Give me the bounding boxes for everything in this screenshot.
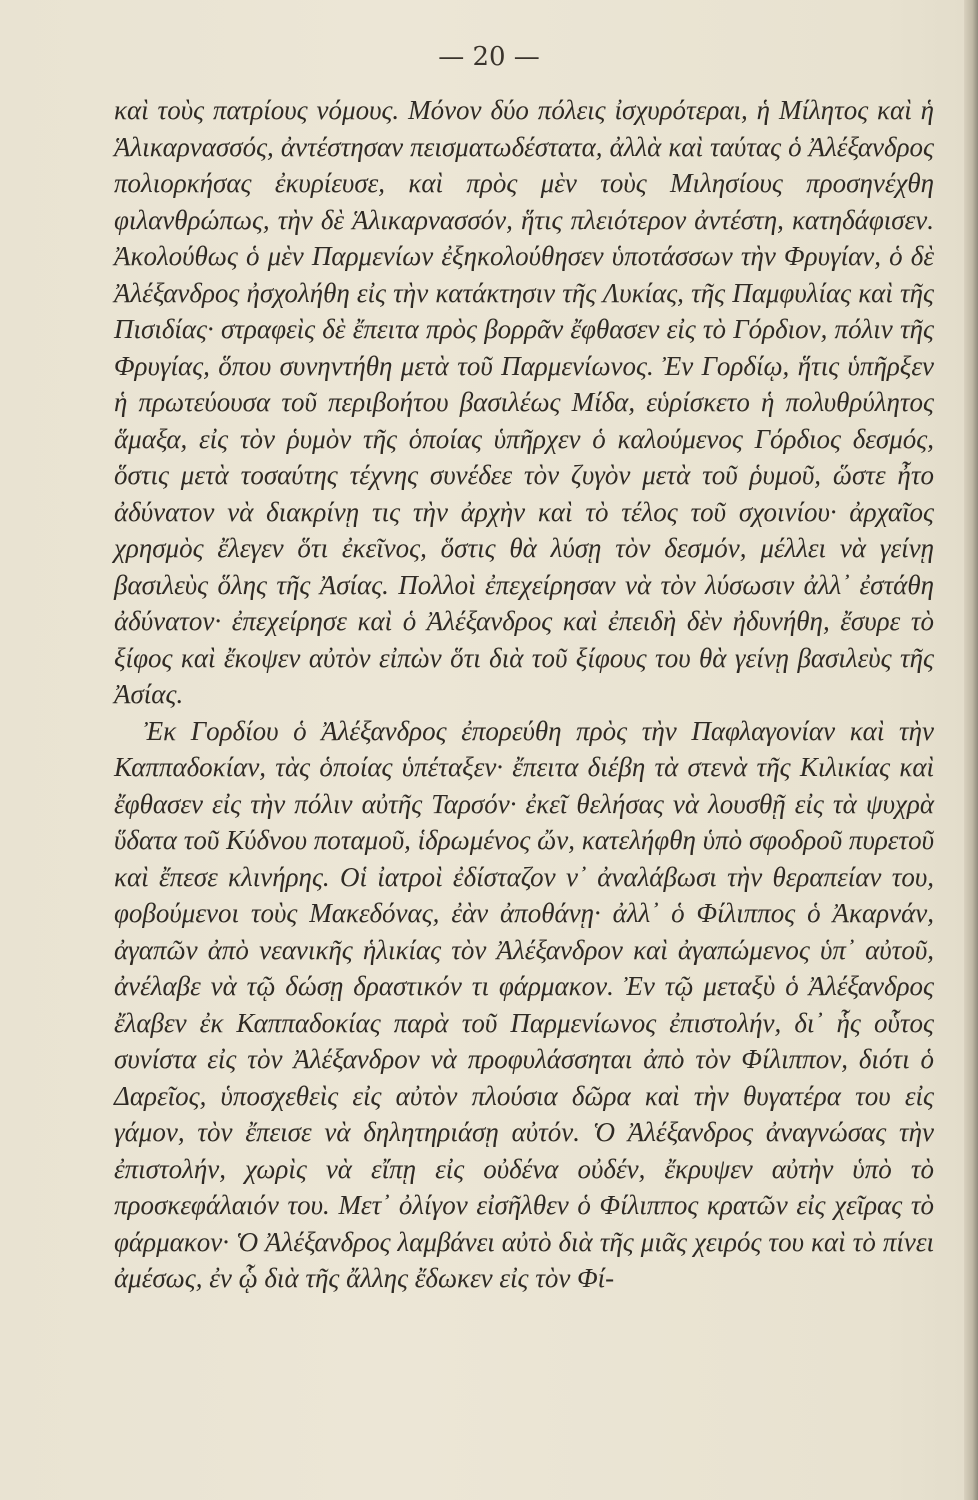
paragraph-1: καὶ τοὺς πατρίους νόμους. Μόνον δύο πόλεις ἰσχυρότεραι, ἡ Μίλητος καὶ ἡ Ἁλικαρνασσός, ἀντέστησαν πεισματωδέστατα, ἀλλὰ καὶ ταύτας ὁ Ἀλέξανδρος πολιορκήσας ἐκυρίευσε, καὶ πρὸς μὲν τοὺς Μιλησίους προσηνέχθη φιλανθρώπως, τὴν δὲ Ἁλικαρνασσόν, ἥτις πλειότερον ἀντέστη, κατηδάφισεν. Ἀκολούθως ὁ μὲν Παρμενίων ἐξηκολούθησεν ὑποτάσσων τὴν Φρυγίαν, ὁ δὲ Ἀλέξανδρος ἠσχολήθη εἰς τὴν κατάκτησιν τῆς Λυκίας, τῆς Παμφυλίας καὶ τῆς Πισιδίας· στραφεὶς δὲ ἔπειτα πρὸς βορρᾶν ἔφθασεν εἰς τὸ Γόρδιον, πόλιν τῆς Φρυγίας, ὅπου συνηντήθη μετὰ τοῦ Παρμενίωνος. Ἐν Γορδίῳ, ἥτις ὑπῆρξεν ἡ πρωτεύουσα τοῦ περιβοήτου βασιλέως Μίδα, εὑρίσκετο ἡ πολυθρύλητος ἅμαξα, εἰς τὸν ῥυμὸν τῆς ὁποίας ὑπῆρχεν ὁ καλούμενος Γόρδιος δεσμός, ὅστις μετὰ τοσαύτης τέχνης συνέδεε τὸν ζυγὸν μετὰ τοῦ ῥυμοῦ, ὥστε ἦτο ἀδύνατον νὰ διακρίνῃ τις τὴν ἀρχὴν καὶ τὸ τέλος τοῦ σχοινίου· ἀρχαῖος χρησμὸς ἔλεγεν ὅτι ἐκεῖνος, ὅστις θὰ λύσῃ τὸν δεσμόν, μέλλει νὰ γείνῃ βασιλεὺς ὅλης τῆς Ἀσίας. Πολλοὶ ἐπεχείρησαν νὰ τὸν λύσωσιν ἀλλ᾿ ἐστάθη ἀδύνατον· ἐπεχείρησε καὶ ὁ Ἀλέξανδρος καὶ ἐπειδὴ δὲν ἠδυνήθη, ἔσυρε τὸ ξίφος καὶ ἔκοψεν αὐτὸν εἰπὼν ὅτι διὰ τοῦ ξίφους του θὰ γείνῃ βασιλεὺς τῆς Ἀσίας. — [114, 95, 934, 709]
body-text — [114, 92, 934, 1297]
page-number: — 20 — — [438, 42, 540, 72]
page-edge — [964, 0, 978, 1500]
paragraph-2: Ἐκ Γορδίου ὁ Ἀλέξανδρος ἐπορεύθη πρὸς τὴν Παφλαγονίαν καὶ τὴν Καππαδοκίαν, τὰς ὁποίας ὑπέταξεν· ἔπειτα διέβη τὰ στενὰ τῆς Κιλικίας καὶ ἔφθασεν εἰς τὴν πόλιν αὐτῆς Ταρσόν· ἐκεῖ θελήσας νὰ λουσθῇ εἰς τὰ ψυχρὰ ὕδατα τοῦ Κύδνου ποταμοῦ, ἱδρωμένος ὤν, κατελήφθη ὑπὸ σφοδροῦ πυρετοῦ καὶ ἔπεσε κλινήρης. Οἱ ἰατροὶ ἐδίσταζον ν᾿ ἀναλάβωσι τὴν θεραπείαν του, φοβούμενοι τοὺς Μακεδόνας, ἐὰν ἀποθάνῃ· ἀλλ᾿ ὁ Φίλιππος ὁ Ἀκαρνάν, ἀγαπῶν ἀπὸ νεανικῆς ἡλικίας τὸν Ἀλέξανδρον καὶ ἀγαπώμενος ὑπ᾿ αὐτοῦ, ἀνέλαβε νὰ τῷ δώσῃ δραστικόν τι φάρμακον. Ἐν τῷ μεταξὺ ὁ Ἀλέξανδρος ἔλαβεν ἐκ Καππαδοκίας παρὰ τοῦ Παρμενίωνος ἐπιστολήν, δι᾿ ἧς οὗτος συνίστα εἰς τὸν Ἀλέξανδρον νὰ προφυλάσσηται ἀπὸ τὸν Φίλιππον, διότι ὁ Δαρεῖος, ὑποσχεθεὶς εἰς αὐτὸν πλούσια δῶρα καὶ τὴν θυγατέρα του εἰς γάμον, τὸν ἔπεισε νὰ δηλητηριάσῃ αὐτόν. Ὁ Ἀλέξανδρος ἀναγνώσας τὴν ἐπιστολήν, χωρὶς νὰ εἴπῃ εἰς οὐδένα οὐδέν, ἔκρυψεν αὐτὴν ὑπὸ τὸ προσκεφάλαιόν του. Μετ᾿ ὀλίγον εἰσῆλθεν ὁ Φίλιππος κρατῶν εἰς χεῖρας τὸ φάρμακον· Ὁ Ἀλέξανδρος λαμβάνει αὐτὸ διὰ τῆς μιᾶς χειρός του καὶ τὸ πίνει ἀμέσως, ἐν ᾧ διὰ τῆς ἄλλης ἔδωκεν εἰς τὸν Φί- — [114, 715, 934, 1293]
